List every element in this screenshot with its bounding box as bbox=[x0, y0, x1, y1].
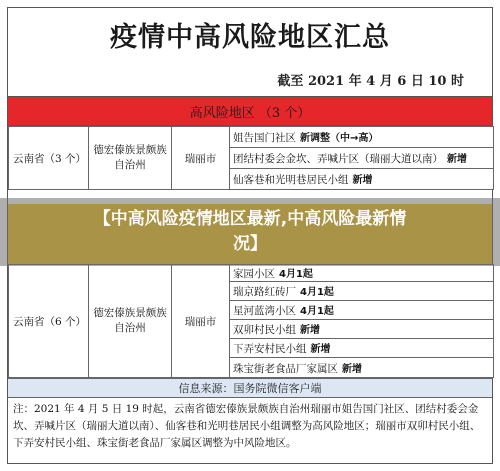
info-source-label: 信息来源：国务院微信客户端 bbox=[178, 382, 322, 395]
high-area-cell bbox=[230, 148, 494, 169]
area-name: 瑞京路红砖厂 bbox=[233, 286, 296, 298]
area-status: 4月1起 bbox=[279, 269, 313, 280]
page-title: 疫情中高风险地区汇总 bbox=[110, 21, 390, 53]
deadline-timestamp: 截至 2021 年 4 月 6 日 10 时 bbox=[277, 74, 464, 89]
area-name: 下弄安村民小组 bbox=[233, 343, 307, 355]
area-name: 姐告国门社区 bbox=[233, 132, 296, 144]
table-row bbox=[9, 127, 494, 148]
area-name: 双卯村民小组 bbox=[233, 324, 296, 336]
mid-province-cell: 云南省（6 个） bbox=[9, 265, 89, 378]
area-status: 新调整（中→高） bbox=[300, 133, 379, 144]
high-risk-header bbox=[8, 96, 492, 126]
mid-area-cell bbox=[230, 358, 494, 378]
area-status: 4月1起 bbox=[300, 287, 334, 298]
high-risk-table bbox=[8, 126, 494, 190]
high-area-cell bbox=[230, 169, 494, 190]
high-prefecture-cell: 德宏傣族景颇族自治州 bbox=[89, 127, 172, 190]
table-row bbox=[9, 265, 494, 282]
area-name: 团结村委会金坎、弄喊片区（瑞丽大道以南） bbox=[233, 153, 443, 165]
mid-area-cell bbox=[230, 301, 494, 320]
high-province-cell: 云南省（3 个） bbox=[9, 127, 89, 190]
mid-area-cell bbox=[230, 282, 494, 301]
area-name: 星河蓝湾小区 bbox=[233, 305, 296, 317]
area-status: 新增 bbox=[310, 344, 331, 355]
mid-prefecture-cell: 德宏傣族景颇族自治州 bbox=[89, 265, 172, 378]
area-status: 新增 bbox=[300, 325, 320, 336]
info-source-bar bbox=[8, 378, 492, 398]
mid-city-cell: 瑞丽市 bbox=[172, 265, 230, 378]
area-name: 仙客巷和光明巷居民小组 bbox=[233, 174, 349, 186]
headline-overlay-text: 【中高风险疫情地区最新,中高风险最新情况】 bbox=[93, 209, 407, 254]
area-status: 4月1起 bbox=[300, 306, 334, 317]
area-status: 新增 bbox=[352, 175, 373, 186]
high-risk-header-label: 高风险地区 （3 个） bbox=[189, 105, 311, 121]
area-name: 家园小区 bbox=[233, 268, 275, 280]
mid-area-cell bbox=[230, 339, 494, 358]
area-status: 新增 bbox=[447, 154, 467, 165]
high-city-cell: 瑞丽市 bbox=[172, 127, 230, 190]
mid-area-cell bbox=[230, 265, 494, 282]
area-status: 新增 bbox=[342, 363, 362, 375]
footnote-text: 注：2021 年 4 月 5 日 19 时起，云南省德宏傣族景颇族自治州瑞丽市姐告国门社区、团结村委会金坎、弄喊片区（瑞丽大道以南）、仙客巷和光明巷居民小组调整为高风险地区；瑞丽市双卯村民小组、下弄安村民小组、珠宝街老食品厂家属区调整为中风险地区。 bbox=[13, 403, 481, 449]
mid-risk-table bbox=[8, 264, 494, 378]
high-area-cell bbox=[230, 127, 494, 148]
mid-area-cell bbox=[230, 320, 494, 339]
headline-overlay-banner[interactable] bbox=[0, 198, 500, 266]
area-name: 珠宝街老食品厂家属区 bbox=[233, 362, 338, 375]
